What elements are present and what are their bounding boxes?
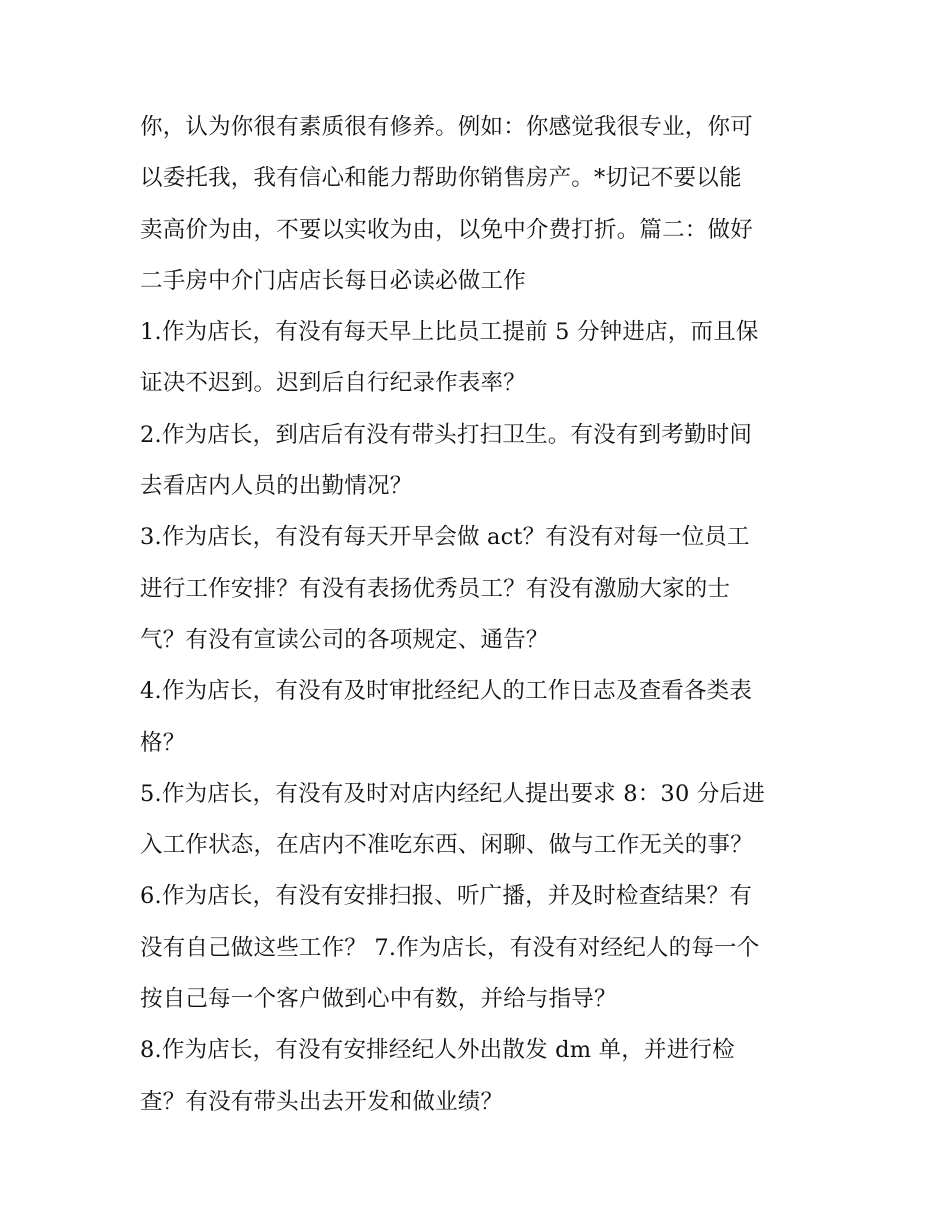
text-line: 进行工作安排？有没有表扬优秀员工？有没有激励大家的士 bbox=[140, 575, 731, 602]
text-line: 证决不迟到。迟到后自行纪录作表率？ bbox=[140, 370, 526, 397]
text-line: 3.作为店长，有没有每天开早会做 act？有没有对每一位员工 bbox=[140, 524, 750, 551]
text-line: 按自己每一个客户做到心中有数，并给与指导？ bbox=[140, 986, 617, 1013]
text-line: 查？有没有带头出去开发和做业绩？ bbox=[140, 1088, 504, 1115]
text-line: 去看店内人员的出勤情况？ bbox=[140, 473, 413, 500]
text-line: 二手房中介门店店长每日必读必做工作 bbox=[140, 267, 526, 294]
text-line: 8.作为店长，有没有安排经纪人外出散发 dm 单，并进行检 bbox=[140, 1037, 735, 1064]
text-line: 入工作状态，在店内不准吃东西、闲聊、做与工作无关的事？ bbox=[140, 832, 753, 859]
text-line: 5.作为店长，有没有及时对店内经纪人提出要求 8：30 分后进 bbox=[140, 780, 765, 807]
text-line: 4.作为店长，有没有及时审批经纪人的工作日志及查看各类表 bbox=[140, 678, 753, 705]
text-line: 气？有没有宣读公司的各项规定、通告？ bbox=[140, 626, 549, 653]
text-line: 你，认为你很有素质很有修养。例如：你感觉我很专业，你可 bbox=[140, 114, 753, 140]
text-line: 格？ bbox=[140, 729, 186, 756]
text-line: 卖高价为由，不要以实收为由，以免中介费打折。篇二：做好 bbox=[140, 216, 753, 243]
text-line: 以委托我，我有信心和能力帮助你销售房产。*切记不要以能 bbox=[140, 165, 742, 192]
text-line: 没有自己做这些工作？ 7.作为店长，有没有对经纪人的每一个 bbox=[140, 934, 760, 961]
text-line: 6.作为店长，有没有安排扫报、听广播，并及时检查结果？有 bbox=[140, 883, 753, 910]
text-line: 2.作为店长，到店后有没有带头打扫卫生。有没有到考勤时间 bbox=[140, 421, 753, 448]
text-line: 1.作为店长，有没有每天早上比员工提前 5 分钟进店，而且保 bbox=[140, 319, 759, 346]
document-body bbox=[140, 102, 820, 1128]
